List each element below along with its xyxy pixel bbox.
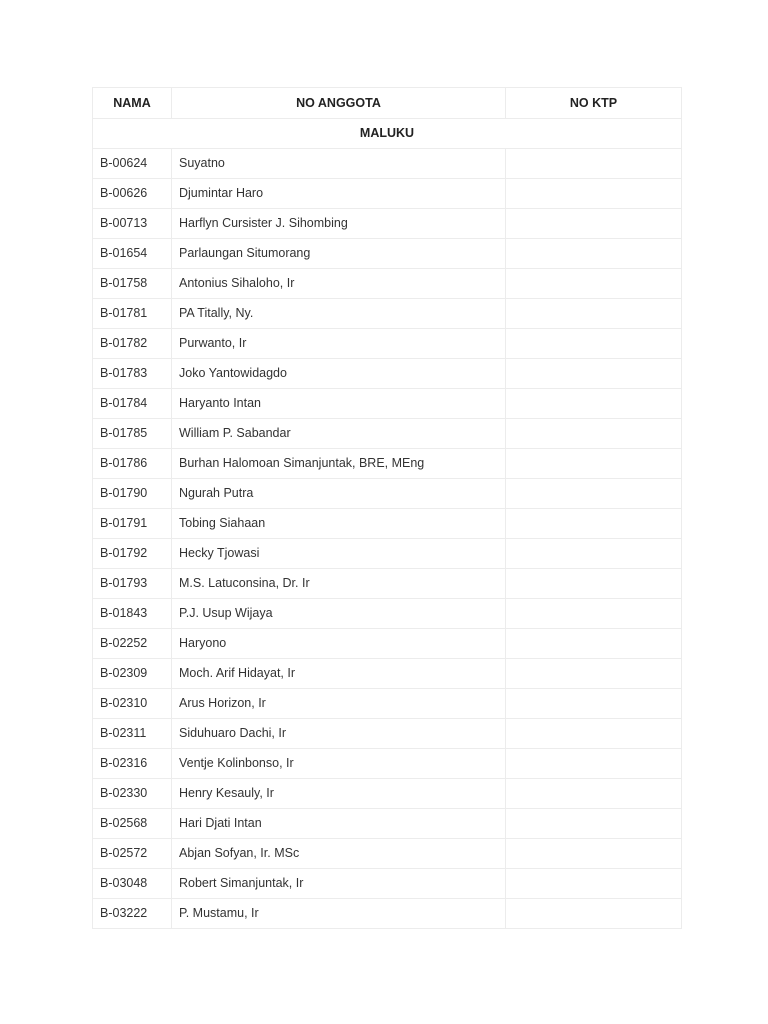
member-id-cell: B-00626 [93, 179, 172, 209]
member-ktp-cell [506, 719, 682, 749]
member-name-cell: Siduhuaro Dachi, Ir [172, 719, 506, 749]
member-ktp-cell [506, 449, 682, 479]
region-label: MALUKU [93, 119, 682, 149]
member-ktp-cell [506, 539, 682, 569]
member-id-cell: B-00624 [93, 149, 172, 179]
member-name-cell: Haryanto Intan [172, 389, 506, 419]
member-name-cell: Harflyn Cursister J. Sihombing [172, 209, 506, 239]
table-row [93, 659, 682, 689]
member-id-cell: B-01784 [93, 389, 172, 419]
table-row [93, 269, 682, 299]
member-name-cell: Arus Horizon, Ir [172, 689, 506, 719]
member-id-cell: B-01758 [93, 269, 172, 299]
member-name-cell: Parlaungan Situmorang [172, 239, 506, 269]
member-id-cell: B-01654 [93, 239, 172, 269]
member-name-cell: William P. Sabandar [172, 419, 506, 449]
header-nama: NAMA [93, 88, 172, 119]
member-ktp-cell [506, 749, 682, 779]
member-name-cell: PA Titally, Ny. [172, 299, 506, 329]
table-row [93, 749, 682, 779]
region-row [93, 119, 682, 149]
member-name-cell: Antonius Sihaloho, Ir [172, 269, 506, 299]
member-ktp-cell [506, 899, 682, 929]
table-row [93, 509, 682, 539]
member-id-cell: B-01792 [93, 539, 172, 569]
member-id-cell: B-03048 [93, 869, 172, 899]
member-ktp-cell [506, 269, 682, 299]
table-row [93, 869, 682, 899]
member-name-cell: Djumintar Haro [172, 179, 506, 209]
member-name-cell: Moch. Arif Hidayat, Ir [172, 659, 506, 689]
member-id-cell: B-02310 [93, 689, 172, 719]
member-name-cell: Joko Yantowidagdo [172, 359, 506, 389]
member-name-cell: Henry Kesauly, Ir [172, 779, 506, 809]
member-name-cell: P. Mustamu, Ir [172, 899, 506, 929]
member-name-cell: Haryono [172, 629, 506, 659]
member-name-cell: M.S. Latuconsina, Dr. Ir [172, 569, 506, 599]
member-ktp-cell [506, 509, 682, 539]
table-row [93, 209, 682, 239]
table-row [93, 149, 682, 179]
table-row [93, 539, 682, 569]
member-id-cell: B-03222 [93, 899, 172, 929]
member-id-cell: B-01782 [93, 329, 172, 359]
member-id-cell: B-01791 [93, 509, 172, 539]
member-ktp-cell [506, 359, 682, 389]
member-id-cell: B-02316 [93, 749, 172, 779]
member-id-cell: B-02309 [93, 659, 172, 689]
member-name-cell: Robert Simanjuntak, Ir [172, 869, 506, 899]
member-id-cell: B-01786 [93, 449, 172, 479]
member-ktp-cell [506, 779, 682, 809]
member-id-cell: B-01793 [93, 569, 172, 599]
member-ktp-cell [506, 599, 682, 629]
member-id-cell: B-01785 [93, 419, 172, 449]
member-ktp-cell [506, 299, 682, 329]
member-name-cell: Ngurah Putra [172, 479, 506, 509]
member-id-cell: B-02572 [93, 839, 172, 869]
member-name-cell: Ventje Kolinbonso, Ir [172, 749, 506, 779]
member-id-cell: B-02252 [93, 629, 172, 659]
table-row [93, 479, 682, 509]
member-id-cell: B-02311 [93, 719, 172, 749]
member-id-cell: B-02330 [93, 779, 172, 809]
table-row [93, 719, 682, 749]
table-row [93, 179, 682, 209]
header-row [93, 88, 682, 119]
table-row [93, 239, 682, 269]
member-id-cell: B-01783 [93, 359, 172, 389]
member-name-cell: Tobing Siahaan [172, 509, 506, 539]
member-ktp-cell [506, 209, 682, 239]
member-ktp-cell [506, 329, 682, 359]
table-row [93, 569, 682, 599]
member-table [92, 87, 682, 929]
member-ktp-cell [506, 479, 682, 509]
member-ktp-cell [506, 629, 682, 659]
table-row [93, 599, 682, 629]
header-no-anggota: NO ANGGOTA [172, 88, 506, 119]
table-row [93, 899, 682, 929]
member-id-cell: B-01790 [93, 479, 172, 509]
table-row [93, 839, 682, 869]
header-no-ktp: NO KTP [506, 88, 682, 119]
table-row [93, 689, 682, 719]
member-id-cell: B-02568 [93, 809, 172, 839]
member-ktp-cell [506, 179, 682, 209]
table-row [93, 449, 682, 479]
member-ktp-cell [506, 659, 682, 689]
table-row [93, 389, 682, 419]
member-name-cell: Burhan Halomoan Simanjuntak, BRE, MEng [172, 449, 506, 479]
table-row [93, 419, 682, 449]
member-ktp-cell [506, 689, 682, 719]
member-id-cell: B-00713 [93, 209, 172, 239]
member-ktp-cell [506, 389, 682, 419]
member-id-cell: B-01781 [93, 299, 172, 329]
member-name-cell: Hari Djati Intan [172, 809, 506, 839]
member-table-container [92, 87, 681, 929]
member-id-cell: B-01843 [93, 599, 172, 629]
member-name-cell: Hecky Tjowasi [172, 539, 506, 569]
member-name-cell: Suyatno [172, 149, 506, 179]
member-ktp-cell [506, 869, 682, 899]
member-ktp-cell [506, 149, 682, 179]
member-name-cell: Abjan Sofyan, Ir. MSc [172, 839, 506, 869]
member-ktp-cell [506, 419, 682, 449]
member-ktp-cell [506, 839, 682, 869]
member-ktp-cell [506, 809, 682, 839]
member-name-cell: Purwanto, Ir [172, 329, 506, 359]
table-row [93, 329, 682, 359]
table-row [93, 629, 682, 659]
member-ktp-cell [506, 239, 682, 269]
table-row [93, 779, 682, 809]
table-row [93, 359, 682, 389]
table-header [93, 88, 682, 119]
member-ktp-cell [506, 569, 682, 599]
member-name-cell: P.J. Usup Wijaya [172, 599, 506, 629]
table-body [93, 119, 682, 929]
table-row [93, 299, 682, 329]
table-row [93, 809, 682, 839]
